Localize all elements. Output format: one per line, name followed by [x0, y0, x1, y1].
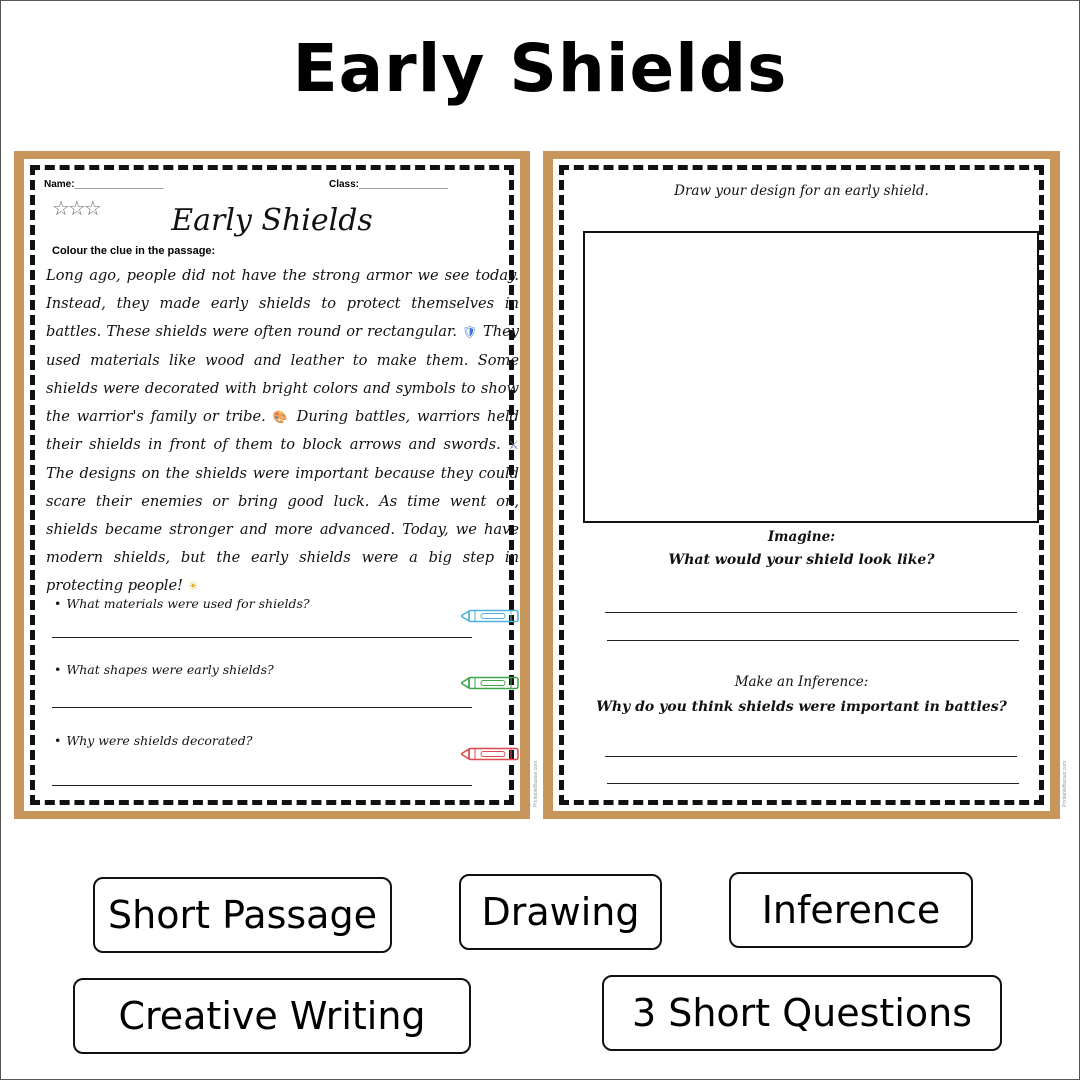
tag-drawing: Drawing: [459, 874, 662, 950]
imagine-question: What would your shield look like?: [668, 552, 935, 568]
crayon-blue-icon: [461, 609, 519, 623]
crayon-green-icon: [461, 676, 519, 690]
answer-line[interactable]: [607, 640, 1019, 641]
instruction-text: Colour the clue in the passage:: [52, 245, 216, 257]
watermark: © PrintableBazaar.com: [527, 760, 539, 807]
passage-text: Long ago, people did not have the strong armor we see today. Instead, they made early shields to protect themselves in battles. These shields were often round or rectangular.: [46, 267, 519, 340]
crayon-red-icon: [461, 747, 519, 761]
answer-line[interactable]: [52, 707, 472, 708]
question-2: • What shapes were early shields?: [54, 662, 274, 677]
tag-inference: Inference: [729, 872, 973, 948]
passage-text: They used materials like wood and leather to make them. Some shields were decorated with bright colors and symbols to show the warrior's family or tribe.: [46, 322, 519, 425]
tag-short-passage: Short Passage: [93, 877, 392, 953]
answer-line[interactable]: [52, 637, 472, 638]
imagine-label: Imagine:: [767, 529, 836, 545]
watermark: © PrintableBazaar.com: [1056, 760, 1068, 807]
passage-text: The designs on the shields were important because they could scare their enemies or bring good luck. As time went on, shields became stronger and more advanced. Today, we have modern shields, but the early shields were a big step in protecting people!: [46, 465, 519, 594]
draw-prompt: Draw your design for an early shield.: [674, 183, 929, 199]
answer-line[interactable]: [605, 612, 1017, 613]
worksheet-paper: [24, 159, 539, 811]
question-3: • Why were shields decorated?: [54, 733, 253, 748]
worksheet-paper: [553, 159, 1068, 811]
inference-label: Make an Inference:: [734, 674, 869, 690]
class-field-label: Class:________________: [329, 179, 448, 190]
page-title: Early Shields: [292, 30, 788, 107]
reading-passage: [46, 262, 519, 601]
answer-line[interactable]: [52, 785, 472, 786]
tag-3-short-questions: 3 Short Questions: [602, 975, 1002, 1051]
question-1: • What materials were used for shields?: [54, 596, 310, 611]
passage-text: During battles, warriors held their shields in front of them to block arrows and swords.: [46, 407, 519, 454]
crossed-swords-icon: ⚔: [508, 438, 519, 453]
answer-line[interactable]: [607, 783, 1019, 784]
shield-icon: 🛡: [462, 324, 478, 339]
worksheet-page-passage: [14, 151, 539, 819]
palette-icon: 🎨: [272, 409, 290, 424]
answer-line[interactable]: [605, 756, 1017, 757]
tag-creative-writing: Creative Writing: [73, 978, 471, 1054]
worksheet-title: Early Shields: [171, 203, 373, 238]
inference-question: Why do you think shields were important in battles?: [596, 699, 1007, 715]
name-field-label: Name:________________: [44, 179, 164, 190]
rating-stars-icon: ☆☆☆: [52, 198, 100, 220]
worksheet-page-activity: [543, 151, 1068, 819]
drawing-area[interactable]: [583, 231, 1039, 523]
sun-icon: ☀: [187, 578, 199, 593]
